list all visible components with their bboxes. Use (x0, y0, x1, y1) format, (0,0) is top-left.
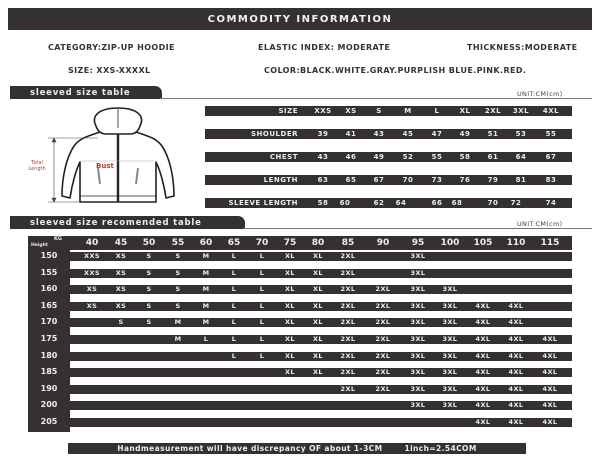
size-cell: 2XL (340, 335, 356, 343)
cell: 66 (431, 199, 443, 207)
info-elastic-index: ELASTIC INDEX: MODERATE (258, 43, 391, 52)
cell: 67 (373, 176, 385, 184)
weight-cell: 85 (341, 238, 355, 248)
size-cell: 4XL (508, 368, 524, 377)
section-label: sleeved size table (30, 87, 131, 98)
size-cell: XL (285, 268, 295, 277)
height-label-cell: 170 (40, 317, 58, 327)
size-cell: XL (313, 351, 323, 360)
row-label: SLEEVE LENGTH (228, 199, 298, 207)
section-tab-size-table (10, 86, 162, 99)
size-cell: 4XL (508, 335, 524, 343)
weight-cell: 70 (255, 238, 269, 248)
size-cell: XS (115, 285, 127, 294)
size-cell: L (231, 268, 237, 277)
recommend-row (70, 418, 572, 427)
size-cell: L (259, 335, 265, 343)
size-cell: 2XL (375, 384, 391, 393)
cell: 60 (339, 199, 351, 207)
hoodie-measurement-diagram (18, 104, 198, 209)
measurement-note: Handmeasurement will have discrepancy OF about 1-3CM (117, 444, 383, 453)
size-cell: 4XL (475, 384, 491, 393)
cell: 46 (345, 153, 357, 161)
recommend-row (70, 302, 572, 311)
info-category: CATEGORY:ZIP-UP HOODIE (48, 43, 175, 52)
height-label-cell: 165 (40, 300, 58, 310)
cell: 51 (487, 130, 499, 138)
height-label-cell: 155 (40, 267, 58, 277)
size-cell: L (231, 335, 237, 343)
size-cell: 2XL (340, 351, 356, 360)
size-cell: 2XL (340, 301, 356, 310)
cell: 64 (515, 153, 527, 161)
cell: 55 (431, 153, 443, 161)
size-cell: M (202, 301, 210, 310)
size-cell: 4XL (475, 368, 491, 377)
size-cell: 3XL (410, 318, 426, 327)
size-cell: XS (86, 301, 98, 310)
size-cell: L (259, 285, 265, 294)
height-label-cell: 190 (40, 383, 58, 393)
weight-cell: 115 (540, 238, 560, 248)
weight-cell: 80 (311, 238, 325, 248)
size-cell: 4XL (508, 301, 524, 310)
size-cell: XL (285, 285, 295, 294)
size-cell: L (203, 335, 209, 343)
info-size-range: SIZE: XXS-XXXXL (68, 66, 151, 75)
height-label-cell: 160 (40, 284, 58, 294)
size-cell: S (118, 318, 124, 327)
size-cell: 2XL (375, 335, 391, 343)
cell: M (404, 107, 412, 115)
section-label: sleeved size recomended table (30, 217, 202, 228)
size-cell: XL (313, 268, 323, 277)
height-label-cell: 205 (40, 417, 58, 426)
size-cell: L (259, 252, 265, 260)
size-cell: XL (313, 318, 323, 327)
size-cell: S (146, 301, 152, 310)
size-cell: 2XL (340, 285, 356, 294)
size-row-shoulder (205, 129, 572, 139)
height-label-cell: 175 (40, 334, 58, 343)
size-cell: XL (313, 252, 323, 260)
size-cell: 4XL (542, 335, 558, 343)
weight-cell: 90 (376, 238, 390, 248)
size-cell: 3XL (410, 351, 426, 360)
cell: 39 (317, 130, 329, 138)
recommend-row (70, 335, 572, 344)
size-cell: 3XL (410, 285, 426, 294)
size-cell: S (146, 268, 152, 277)
cell: XXS (314, 107, 332, 115)
size-cell: L (231, 252, 237, 260)
size-cell: 4XL (542, 351, 558, 360)
weight-cell: 50 (142, 238, 156, 248)
size-cell: 2XL (340, 318, 356, 327)
size-cell: S (175, 301, 181, 310)
cell: 62 (373, 199, 385, 207)
size-cell: M (202, 285, 210, 294)
size-cell: 2XL (375, 318, 391, 327)
size-cell: XS (115, 301, 127, 310)
row-label: LENGTH (263, 176, 298, 184)
recommend-row (70, 368, 572, 377)
size-cell: 3XL (442, 351, 458, 360)
size-cell: 2XL (375, 368, 391, 377)
height-label-cell: 200 (40, 400, 58, 410)
bust-label: Bust (96, 162, 114, 170)
cell: S (376, 107, 382, 115)
size-cell: 3XL (410, 401, 426, 410)
recommend-row (70, 385, 572, 394)
weight-cell: 100 (440, 238, 460, 248)
footer-note-bar (68, 443, 526, 454)
size-cell: 4XL (508, 418, 524, 426)
cell: 74 (545, 199, 557, 207)
cell: 47 (431, 130, 443, 138)
size-cell: XL (285, 335, 295, 343)
size-cell: 2XL (375, 301, 391, 310)
size-row-header (205, 106, 572, 116)
size-cell: XXS (84, 252, 100, 260)
size-cell: 2XL (375, 285, 391, 294)
height-label-cell: 180 (40, 350, 58, 360)
divider (243, 228, 592, 229)
size-cell: M (202, 252, 210, 260)
size-cell: 4XL (475, 335, 491, 343)
size-cell: 4XL (475, 401, 491, 410)
cell: 79 (487, 176, 499, 184)
cell: XL (459, 107, 471, 115)
row-label: SHOULDER (251, 130, 298, 138)
cell: 70 (487, 199, 499, 207)
recommend-row (70, 352, 572, 361)
size-cell: XXS (84, 268, 100, 277)
cell: 45 (402, 130, 414, 138)
size-cell: 3XL (442, 368, 458, 377)
size-cell: 3XL (442, 335, 458, 343)
section-tab-recommended-table (10, 216, 245, 229)
size-cell: S (146, 285, 152, 294)
size-cell: XS (115, 252, 127, 260)
size-cell: 4XL (475, 318, 491, 327)
weight-cell: 40 (85, 238, 99, 248)
size-cell: S (175, 252, 181, 260)
cell: 81 (515, 176, 527, 184)
cell: 49 (373, 153, 385, 161)
height-label: Height (31, 243, 48, 248)
size-row-chest (205, 152, 572, 162)
size-cell: M (174, 318, 182, 327)
size-cell: XL (285, 318, 295, 327)
weight-cell: 55 (171, 238, 185, 248)
size-cell: L (231, 285, 237, 294)
recommend-row (70, 252, 572, 261)
size-cell: L (231, 318, 237, 327)
weight-cell: 65 (227, 238, 241, 248)
weight-cell: 45 (114, 238, 128, 248)
size-cell: XL (313, 335, 323, 343)
size-cell: 3XL (410, 252, 426, 260)
cell: 64 (395, 199, 407, 207)
commodity-info-banner (8, 8, 592, 30)
cell: 67 (545, 153, 557, 161)
cell: 2XL (484, 107, 502, 115)
cell: 52 (402, 153, 414, 161)
cell: 68 (451, 199, 463, 207)
cell: 65 (345, 176, 357, 184)
size-cell: 3XL (410, 301, 426, 310)
cell: 4XL (542, 107, 560, 115)
size-cell: 3XL (410, 368, 426, 377)
size-cell: 4XL (508, 384, 524, 393)
size-cell: 3XL (410, 268, 426, 277)
size-cell: 4XL (475, 301, 491, 310)
weight-cell: 95 (411, 238, 425, 248)
size-cell: XL (285, 351, 295, 360)
size-cell: XL (285, 252, 295, 260)
size-cell: 2XL (340, 368, 356, 377)
cell: 41 (345, 130, 357, 138)
total-length-label: Total Length (28, 160, 46, 172)
cell: 63 (317, 176, 329, 184)
size-cell: M (174, 335, 182, 343)
size-cell: 4XL (542, 401, 558, 410)
cell: 58 (317, 199, 329, 207)
size-cell: XL (313, 301, 323, 310)
size-cell: S (146, 252, 152, 260)
cell: 55 (545, 130, 557, 138)
size-cell: L (259, 351, 265, 360)
size-cell: 4XL (508, 401, 524, 410)
row-label: CHEST (269, 153, 298, 161)
inch-conversion: 1inch=2.54COM (404, 444, 477, 453)
cell: 72 (510, 199, 522, 207)
size-cell: XS (86, 285, 98, 294)
kg-label: KG (54, 236, 62, 242)
size-cell: S (146, 318, 152, 327)
size-cell: 2XL (340, 384, 356, 393)
size-row-sleeve-length (205, 198, 572, 208)
size-cell: 4XL (542, 418, 558, 426)
weight-cell: 75 (283, 238, 297, 248)
size-cell: M (202, 268, 210, 277)
cell: 61 (487, 153, 499, 161)
cell: 73 (431, 176, 443, 184)
size-cell: XL (313, 285, 323, 294)
size-cell: L (231, 351, 237, 360)
info-colors: COLOR:BLACK.WHITE.GRAY.PURPLISH BLUE.PINK.RED. (264, 66, 527, 75)
size-cell: 4XL (542, 384, 558, 393)
size-cell: 3XL (410, 384, 426, 393)
size-cell: 4XL (475, 418, 491, 426)
cell: 49 (459, 130, 471, 138)
size-cell: 3XL (442, 301, 458, 310)
size-cell: 3XL (442, 384, 458, 393)
banner-title: COMMODITY INFORMATION (207, 13, 393, 25)
size-cell: L (231, 301, 237, 310)
size-cell: L (259, 301, 265, 310)
weight-header-row (28, 236, 572, 250)
size-cell: 3XL (410, 335, 426, 343)
cell: L (434, 107, 440, 115)
recommend-row (70, 269, 572, 278)
cell: 53 (515, 130, 527, 138)
recommend-row (70, 318, 572, 327)
hoodie-diagram-icon (18, 104, 198, 209)
row-label: SIZE (278, 107, 298, 115)
size-cell: 4XL (542, 368, 558, 377)
cell: 76 (459, 176, 471, 184)
size-cell: M (202, 318, 210, 327)
divider (160, 98, 592, 99)
size-cell: 4XL (475, 351, 491, 360)
size-cell: 2XL (340, 252, 356, 260)
size-cell: L (259, 268, 265, 277)
cell: 70 (402, 176, 414, 184)
height-label-cell: 150 (40, 251, 58, 260)
size-row-length (205, 175, 572, 185)
weight-cell: 110 (506, 238, 526, 248)
size-cell: XL (285, 301, 295, 310)
size-cell: 4XL (508, 351, 524, 360)
size-cell: XL (285, 368, 295, 377)
recommend-row (70, 401, 572, 410)
cell: 43 (317, 153, 329, 161)
cell: 58 (459, 153, 471, 161)
size-cell: L (259, 318, 265, 327)
size-cell: 4XL (508, 318, 524, 327)
size-cell: XS (115, 268, 127, 277)
weight-cell: 105 (473, 238, 493, 248)
weight-cell: 60 (199, 238, 213, 248)
size-cell: 2XL (375, 351, 391, 360)
unit-label: UNIT:CM(cm) (517, 220, 563, 228)
size-cell: S (175, 285, 181, 294)
cell: 83 (545, 176, 557, 184)
unit-label: UNIT:CM(cm) (517, 90, 563, 98)
cell: XS (345, 107, 357, 115)
height-label-cell: 185 (40, 367, 58, 377)
size-cell: S (175, 268, 181, 277)
info-thickness: THICKNESS:MODERATE (467, 43, 578, 52)
size-cell: XL (313, 368, 323, 377)
size-cell: 3XL (442, 285, 458, 294)
cell: 43 (373, 130, 385, 138)
size-cell: 2XL (340, 268, 356, 277)
cell: 3XL (512, 107, 530, 115)
recommend-row (70, 285, 572, 294)
size-cell: 3XL (442, 318, 458, 327)
size-cell: 3XL (442, 401, 458, 410)
